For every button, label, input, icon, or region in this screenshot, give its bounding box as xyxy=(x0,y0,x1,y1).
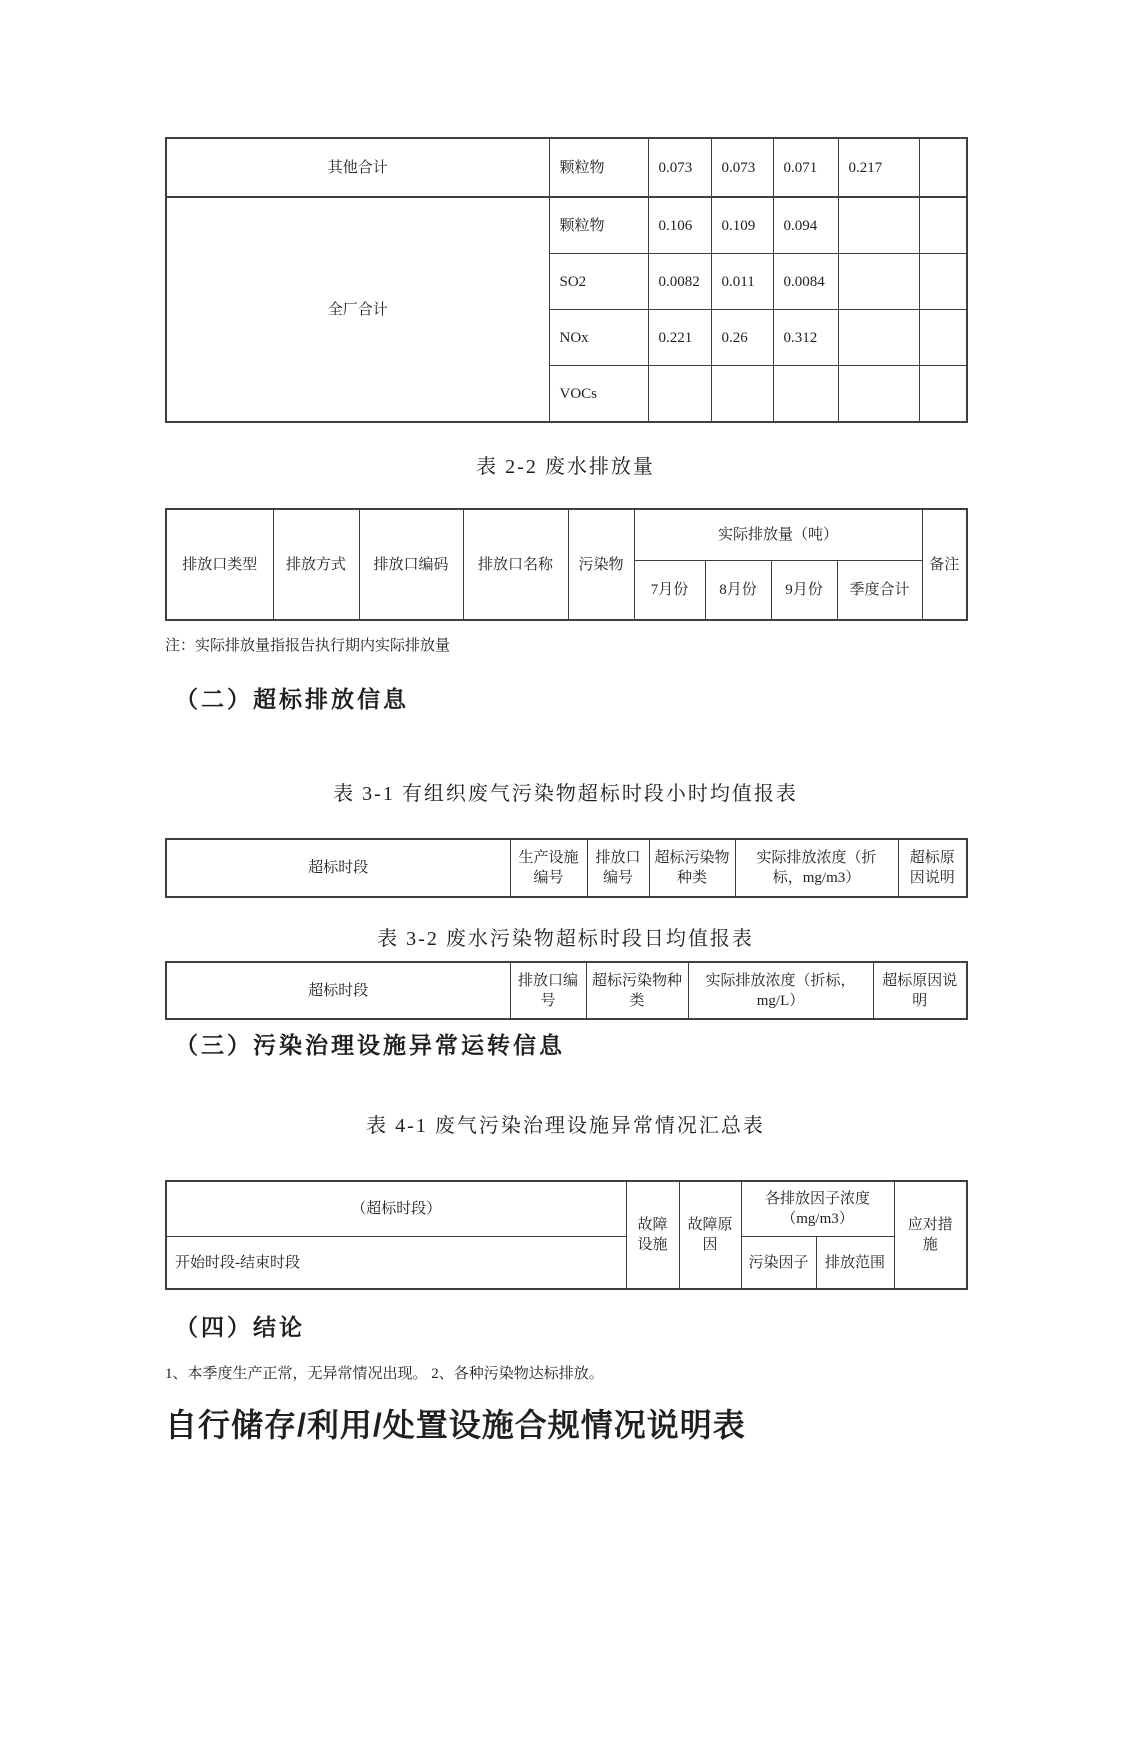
header-outlet-no: 排放口编号 xyxy=(510,962,586,1019)
conclusion-text: 1、本季度生产正常，无异常情况出现。 2、各种污染物达标排放。 xyxy=(165,1366,604,1382)
cell-quarter-total: 0.217 xyxy=(838,138,919,197)
header-outlet-no: 排放口编号 xyxy=(587,839,649,897)
cell-month3: 0.0084 xyxy=(773,254,838,310)
header-row xyxy=(166,962,967,1019)
header-discharge-scope: 排放范围 xyxy=(816,1237,894,1290)
header-outlet-type: 排放口类型 xyxy=(166,509,273,620)
cell-remark xyxy=(919,254,967,310)
cell-month1: 0.073 xyxy=(648,138,711,197)
cell-remark xyxy=(919,366,967,423)
header-concentration: 实际排放浓度（折标，mg/m3） xyxy=(735,839,898,897)
row-label: 全厂合计 xyxy=(166,197,549,422)
header-reason: 超标原因说明 xyxy=(873,962,967,1019)
cell-pollutant: VOCs xyxy=(549,366,648,423)
header-pollutant-type: 超标污染物种类 xyxy=(649,839,735,897)
water-exceedance-table xyxy=(165,961,968,1020)
cell-quarter-total xyxy=(838,310,919,366)
header-row xyxy=(166,1181,967,1237)
cell-month1 xyxy=(648,366,711,423)
header-period: （超标时段） xyxy=(166,1181,626,1237)
table41-caption: 表 4-1 废气污染治理设施异常情况汇总表 xyxy=(366,1115,765,1137)
cell-month3: 0.094 xyxy=(773,197,838,254)
cell-month1: 0.0082 xyxy=(648,254,711,310)
cell-month2: 0.073 xyxy=(711,138,773,197)
header-measures: 应对措施 xyxy=(894,1181,967,1289)
header-remark: 备注 xyxy=(922,509,967,620)
cell-month2: 0.011 xyxy=(711,254,773,310)
cell-month1: 0.106 xyxy=(648,197,711,254)
cell-quarter-total xyxy=(838,197,919,254)
cell-remark xyxy=(919,138,967,197)
cell-month2: 0.109 xyxy=(711,197,773,254)
emission-summary-table xyxy=(165,137,968,423)
cell-month3 xyxy=(773,366,838,423)
header-pollutant: 污染物 xyxy=(568,509,634,620)
header-quarter-total: 季度合计 xyxy=(837,561,922,621)
cell-month3: 0.071 xyxy=(773,138,838,197)
section-heading-3: （三）污染治理设施异常运转信息 xyxy=(175,1032,565,1058)
cell-month3: 0.312 xyxy=(773,310,838,366)
header-row xyxy=(166,839,967,897)
section-heading-2: （二）超标排放信息 xyxy=(175,686,409,712)
cell-month2: 0.26 xyxy=(711,310,773,366)
header-fault-cause: 故障原因 xyxy=(679,1181,741,1289)
header-concentration: 实际排放浓度（折标，mg/L） xyxy=(688,962,873,1019)
header-outlet-code: 排放口编码 xyxy=(359,509,463,620)
header-pollution-factor: 污染因子 xyxy=(741,1237,816,1290)
cell-pollutant: 颗粒物 xyxy=(549,197,648,254)
report-page xyxy=(165,137,966,1448)
header-outlet-name: 排放口名称 xyxy=(463,509,568,620)
gas-exceedance-table xyxy=(165,838,968,898)
cell-remark xyxy=(919,310,967,366)
header-fault-facility: 故障设施 xyxy=(626,1181,679,1289)
cell-pollutant: 颗粒物 xyxy=(549,138,648,197)
row-label: 其他合计 xyxy=(166,138,549,197)
cell-remark xyxy=(919,197,967,254)
table22-note: 注：实际排放量指报告执行期内实际排放量 xyxy=(165,638,451,654)
header-actual-amount: 实际排放量（吨） xyxy=(634,509,922,561)
table31-caption: 表 3-1 有组织废气污染物超标时段小时均值报表 xyxy=(333,783,798,805)
header-period-range: 开始时段-结束时段 xyxy=(166,1237,626,1290)
cell-quarter-total xyxy=(838,254,919,310)
table32-caption: 表 3-2 废水污染物超标时段日均值报表 xyxy=(377,928,754,950)
table22-caption: 表 2-2 废水排放量 xyxy=(476,456,655,478)
abnormal-operation-table xyxy=(165,1180,968,1290)
cell-quarter-total xyxy=(838,366,919,423)
header-facility-no: 生产设施编号 xyxy=(510,839,587,897)
header-month9: 9月份 xyxy=(771,561,837,621)
cell-month1: 0.221 xyxy=(648,310,711,366)
header-factor-concentration: 各排放因子浓度（mg/m3） xyxy=(741,1181,894,1237)
cell-month2 xyxy=(711,366,773,423)
header-row xyxy=(166,509,967,561)
header-period: 超标时段 xyxy=(166,962,510,1019)
header-period: 超标时段 xyxy=(166,839,510,897)
header-discharge-method: 排放方式 xyxy=(273,509,359,620)
table-row xyxy=(166,138,967,197)
header-month7: 7月份 xyxy=(634,561,705,621)
section-heading-4: （四）结论 xyxy=(175,1314,305,1340)
header-month8: 8月份 xyxy=(705,561,771,621)
table-row xyxy=(166,197,967,254)
cell-pollutant: NOx xyxy=(549,310,648,366)
header-pollutant-type: 超标污染物种类 xyxy=(586,962,688,1019)
cell-pollutant: SO2 xyxy=(549,254,648,310)
header-row xyxy=(166,1237,967,1290)
header-reason: 超标原因说明 xyxy=(898,839,967,897)
bottom-page-title: 自行储存/利用/处置设施合规情况说明表 xyxy=(165,1407,746,1443)
wastewater-table xyxy=(165,508,968,621)
